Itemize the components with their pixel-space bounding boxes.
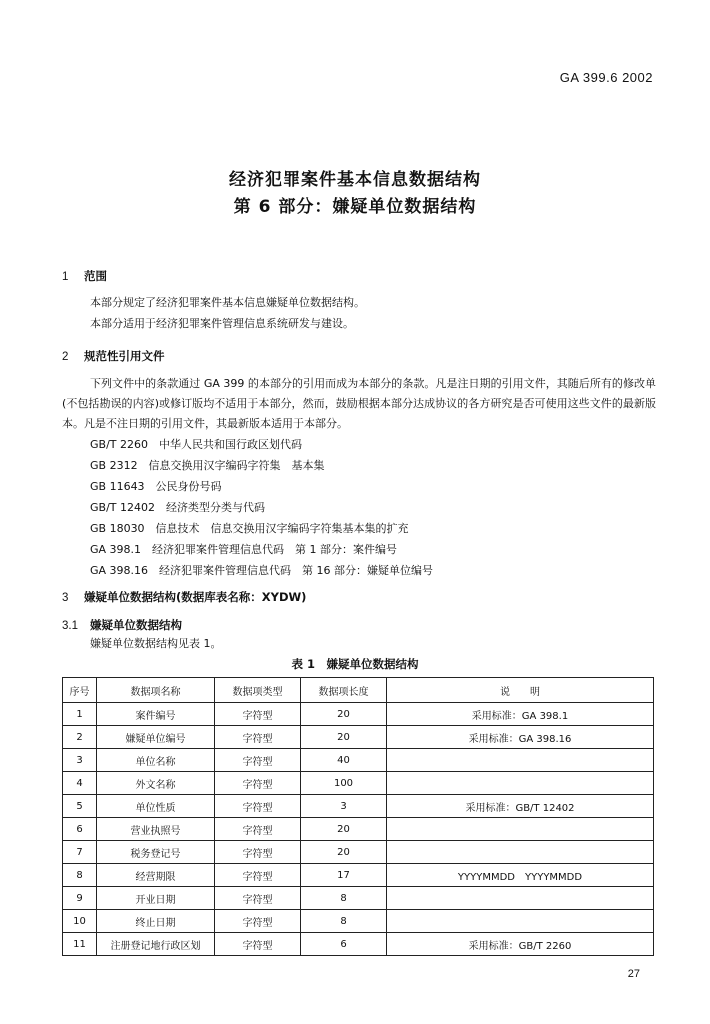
cell-length: 20 <box>301 703 387 726</box>
table-row <box>63 841 654 864</box>
reference-item: GB/T 2260 中华人民共和国行政区划代码 <box>90 438 302 451</box>
cell-name: 单位名称 <box>97 749 215 772</box>
table-row <box>63 933 654 956</box>
cell-name: 营业执照号 <box>97 818 215 841</box>
cell-name: 案件编号 <box>97 703 215 726</box>
section-3-1-heading <box>62 617 182 633</box>
section-3-1-line: 嫌疑单位数据结构见表 1。 <box>90 637 222 650</box>
cell-name: 注册登记地行政区划 <box>97 933 215 956</box>
table-header-row <box>63 678 654 703</box>
section-1-heading <box>62 268 107 284</box>
section-2-heading <box>62 348 165 364</box>
section-title: 嫌疑单位数据结构(数据库表名称：XYDW) <box>84 590 307 604</box>
standard-code: GA 399.6 2002 <box>559 70 653 85</box>
cell-type: 字符型 <box>215 726 301 749</box>
reference-item: GB 11643 公民身份号码 <box>90 480 222 493</box>
cell-length: 17 <box>301 864 387 887</box>
cell-type: 字符型 <box>215 933 301 956</box>
reference-item: GA 398.16 经济犯罪案件管理信息代码 第 16 部分：嫌疑单位编号 <box>90 564 434 577</box>
reference-item: GB/T 12402 经济类型分类与代码 <box>90 501 265 514</box>
header-cell: 序号 <box>63 678 97 703</box>
table-row <box>63 703 654 726</box>
cell-name: 经营期限 <box>97 864 215 887</box>
cell-type: 字符型 <box>215 749 301 772</box>
cell-description: YYYYMMDD YYYYMMDD <box>387 864 654 887</box>
cell-type: 字符型 <box>215 910 301 933</box>
cell-index: 7 <box>63 841 97 864</box>
table-row <box>63 795 654 818</box>
cell-length: 40 <box>301 749 387 772</box>
header-cell: 数据项名称 <box>97 678 215 703</box>
cell-name: 外文名称 <box>97 772 215 795</box>
cell-type: 字符型 <box>215 841 301 864</box>
cell-name: 税务登记号 <box>97 841 215 864</box>
cell-index: 2 <box>63 726 97 749</box>
cell-length: 8 <box>301 887 387 910</box>
cell-type: 字符型 <box>215 703 301 726</box>
section-2-paragraph: 下列文件中的条款通过 GA 399 的本部分的引用而成为本部分的条款。凡是注日期的引用文件，其随后所有的修改单(不包括勘误的内容)或修订版均不适用于本部分，然而，鼓励根据本部分达成协议的各方研究是否可使用这些文件的最新版本。凡是不注日期的引用文件，其最新版本适用于本部分。 <box>62 377 656 430</box>
cell-description: 采用标准：GA 398.16 <box>387 726 654 749</box>
document-title-line1: 经济犯罪案件基本信息数据结构 <box>229 170 481 190</box>
cell-type: 字符型 <box>215 795 301 818</box>
cell-type: 字符型 <box>215 864 301 887</box>
table-row <box>63 864 654 887</box>
table-caption: 表 1 嫌疑单位数据结构 <box>291 657 419 671</box>
cell-length: 20 <box>301 818 387 841</box>
table-row <box>63 887 654 910</box>
reference-item: GB 18030 信息技术 信息交换用汉字编码字符集基本集的扩充 <box>90 522 409 535</box>
table-row <box>63 726 654 749</box>
cell-index: 4 <box>63 772 97 795</box>
cell-description <box>387 818 654 841</box>
data-structure-table <box>62 677 654 956</box>
header-cell: 数据项类型 <box>215 678 301 703</box>
cell-length: 20 <box>301 841 387 864</box>
cell-description: 采用标准：GB/T 2260 <box>387 933 654 956</box>
cell-index: 1 <box>63 703 97 726</box>
reference-item: GB 2312 信息交换用汉字编码字符集 基本集 <box>90 459 325 472</box>
cell-description: 采用标准：GA 398.1 <box>387 703 654 726</box>
cell-index: 9 <box>63 887 97 910</box>
cell-length: 6 <box>301 933 387 956</box>
section-number: 2 <box>62 351 69 363</box>
cell-length: 100 <box>301 772 387 795</box>
section-title: 嫌疑单位数据结构 <box>90 618 182 632</box>
cell-description <box>387 887 654 910</box>
cell-description: 采用标准：GB/T 12402 <box>387 795 654 818</box>
section-number: 3.1 <box>62 620 78 632</box>
cell-name: 嫌疑单位编号 <box>97 726 215 749</box>
table-row <box>63 749 654 772</box>
section-1-line-1: 本部分规定了经济犯罪案件基本信息嫌疑单位数据结构。 <box>90 296 365 309</box>
cell-type: 字符型 <box>215 818 301 841</box>
cell-length: 20 <box>301 726 387 749</box>
section-1-line-2: 本部分适用于经济犯罪案件管理信息系统研发与建设。 <box>90 317 354 330</box>
cell-description <box>387 841 654 864</box>
cell-index: 10 <box>63 910 97 933</box>
document-title-line2: 第 6 部分：嫌疑单位数据结构 <box>233 197 477 217</box>
section-title: 规范性引用文件 <box>84 349 165 363</box>
cell-description <box>387 910 654 933</box>
cell-index: 6 <box>63 818 97 841</box>
cell-length: 8 <box>301 910 387 933</box>
cell-name: 开业日期 <box>97 887 215 910</box>
section-title: 范围 <box>84 269 107 283</box>
cell-type: 字符型 <box>215 887 301 910</box>
cell-type: 字符型 <box>215 772 301 795</box>
cell-index: 3 <box>63 749 97 772</box>
reference-item: GA 398.1 经济犯罪案件管理信息代码 第 1 部分：案件编号 <box>90 543 398 556</box>
section-3-heading <box>62 589 306 605</box>
cell-index: 8 <box>63 864 97 887</box>
page-number: 27 <box>627 968 640 980</box>
cell-index: 11 <box>63 933 97 956</box>
cell-length: 3 <box>301 795 387 818</box>
cell-description <box>387 772 654 795</box>
cell-name: 单位性质 <box>97 795 215 818</box>
cell-index: 5 <box>63 795 97 818</box>
section-number: 3 <box>62 592 69 604</box>
table-row <box>63 772 654 795</box>
table-row <box>63 818 654 841</box>
table-row <box>63 910 654 933</box>
cell-description <box>387 749 654 772</box>
section-number: 1 <box>62 271 69 283</box>
header-cell: 数据项长度 <box>301 678 387 703</box>
header-cell: 说 明 <box>387 678 654 703</box>
cell-name: 终止日期 <box>97 910 215 933</box>
